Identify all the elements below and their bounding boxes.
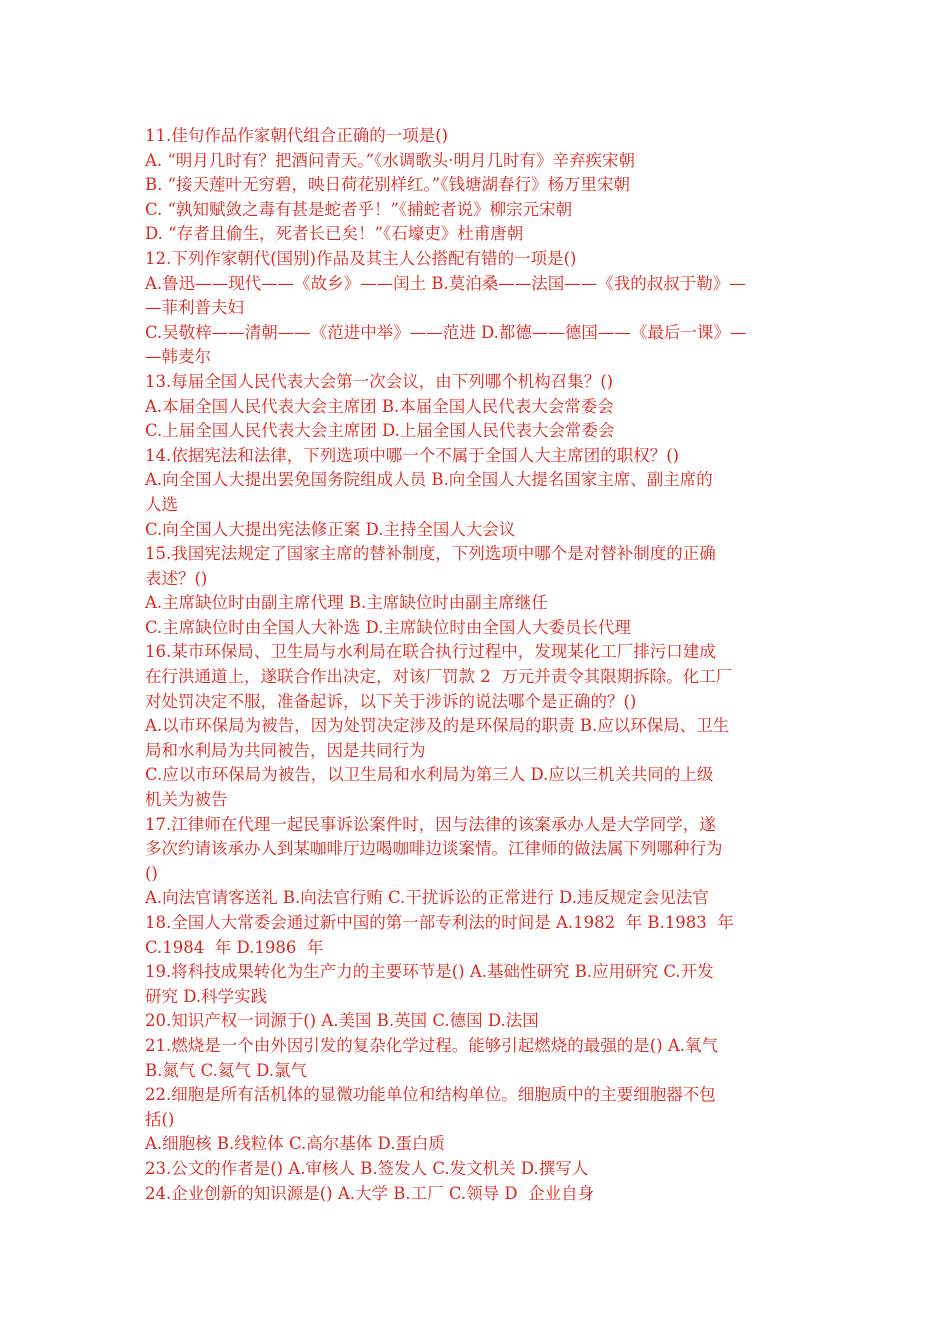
text-line: 21.燃烧是一个由外因引发的复杂化学过程。能够引起燃烧的最强的是() A.氧气 xyxy=(145,1035,719,1055)
text-line: 人选 xyxy=(145,494,178,514)
text-line: A.向全国人大提出罢免国务院组成人员 B.向全国人大提名国家主席、副主席的 xyxy=(145,470,713,490)
text-line: () xyxy=(145,863,158,883)
text-line: A.向法官请客送礼 B.向法官行贿 C.干扰诉讼的正常进行 D.违反规定会见法官 xyxy=(145,888,709,908)
text-line: —韩麦尔 xyxy=(145,347,211,367)
text-line: 13.每届全国人民代表大会第一次会议，由下列哪个机构召集？() xyxy=(145,371,614,391)
text-line: 表述？() xyxy=(145,568,208,588)
text-line: C.上届全国人民代表大会主席团 D.上届全国人民代表大会常委会 xyxy=(145,421,615,441)
text-line: A. “明月几时有？把酒问青天。”《水调歌头·明月几时有》辛弃疾宋朝 xyxy=(145,150,636,170)
text-line: D. “存者且偷生，死者长已矣！”《石壕吏》杜甫唐朝 xyxy=(145,224,524,244)
text-line: 19.将科技成果转化为生产力的主要环节是() A.基础性研究 B.应用研究 C.开发 xyxy=(145,962,714,982)
text-line: A.以市环保局为被告，因为处罚决定涉及的是环保局的职责 B.应以环保局、卫生 xyxy=(145,716,730,736)
text-line: 11.佳句作品作家朝代组合正确的一项是() xyxy=(145,126,449,145)
text-line: —菲利普夫妇 xyxy=(145,298,244,318)
text-line: 20.知识产权一词源于() A.美国 B.英国 C.德国 D.法国 xyxy=(145,1011,539,1031)
text-line: 17.江律师在代理一起民事诉讼案件时，因与法律的该案承办人是大学同学，遂 xyxy=(145,814,716,834)
text-line: 多次约请该承办人到某咖啡厅边喝咖啡边谈案情。江律师的做法属下列哪种行为 xyxy=(145,839,723,859)
text-line: 16.某市环保局、卫生局与水利局在联合执行过程中，发现某化工厂排污口建成 xyxy=(145,642,716,662)
text-line: C.应以市环保局为被告，以卫生局和水利局为第三人 D.应以三机关共同的上级 xyxy=(145,765,714,785)
text-line: C. “孰知赋敛之毒有甚是蛇者乎！”《捕蛇者说》柳宗元宋朝 xyxy=(145,199,573,219)
text-line: 对处罚决定不服，准备起诉，以下关于涉诉的说法哪个是正确的？() xyxy=(145,691,637,711)
text-line: C.1984 年 D.1986 年 xyxy=(145,937,324,957)
text-line: C.吴敬梓——清朝——《范进中举》——范进 D.都德——德国——《最后一课》— xyxy=(145,322,747,342)
text-line: 12.下列作家朝代(国别)作品及其主人公搭配有错的一项是() xyxy=(145,248,577,268)
text-line: 在行洪通道上，遂联合作出决定，对该厂罚款 2 万元并责令其限期拆除。化工厂 xyxy=(145,667,733,687)
text-line: 15.我国宪法规定了国家主席的替补制度，下列选项中哪个是对替补制度的正确 xyxy=(145,544,716,564)
text-line: 研究 D.科学实践 xyxy=(145,986,268,1006)
text-line: A.鲁迅——现代——《故乡》——闰土 B.莫泊桑——法国——《我的叔叔于勒》— xyxy=(145,273,746,293)
text-line: A.本届全国人民代表大会主席团 B.本届全国人民代表大会常委会 xyxy=(145,396,614,416)
text-line: 18.全国人大常委会通过新中国的第一部专利法的时间是 A.1982 年 B.1983 年 xyxy=(145,913,734,932)
text-line: C.主席缺位时由全国人大补选 D.主席缺位时由全国人大委员长代理 xyxy=(145,617,631,637)
text-line: 23.公文的作者是() A.审核人 B.签发人 C.发文机关 D.撰写人 xyxy=(145,1158,589,1178)
text-line: 局和水利局为共同被告，因是共同行为 xyxy=(145,740,426,760)
text-line: 机关为被告 xyxy=(145,790,228,810)
text-line: 括() xyxy=(145,1109,175,1129)
text-line: B. “接天莲叶无穷碧，映日荷花别样红。”《钱塘湖春行》杨万里宋朝 xyxy=(145,175,630,195)
question-text-block xyxy=(145,124,810,1206)
text-line: A.细胞核 B.线粒体 C.高尔基体 D.蛋白质 xyxy=(145,1134,445,1154)
text-line: B.氮气 C.氦气 D.氯气 xyxy=(145,1060,308,1080)
text-line: 22.细胞是所有活机体的显微功能单位和结构单位。细胞质中的主要细胞器不包 xyxy=(145,1085,716,1105)
text-line: A.主席缺位时由副主席代理 B.主席缺位时由副主席继任 xyxy=(145,593,548,613)
text-line: 24.企业创新的知识源是() A.大学 B.工厂 C.领导 D 企业自身 xyxy=(145,1183,595,1203)
text-line: 14.依据宪法和法律，下列选项中哪一个不属于全国人大主席团的职权？() xyxy=(145,445,680,465)
text-line: C.向全国人大提出宪法修正案 D.主持全国人大会议 xyxy=(145,519,516,539)
